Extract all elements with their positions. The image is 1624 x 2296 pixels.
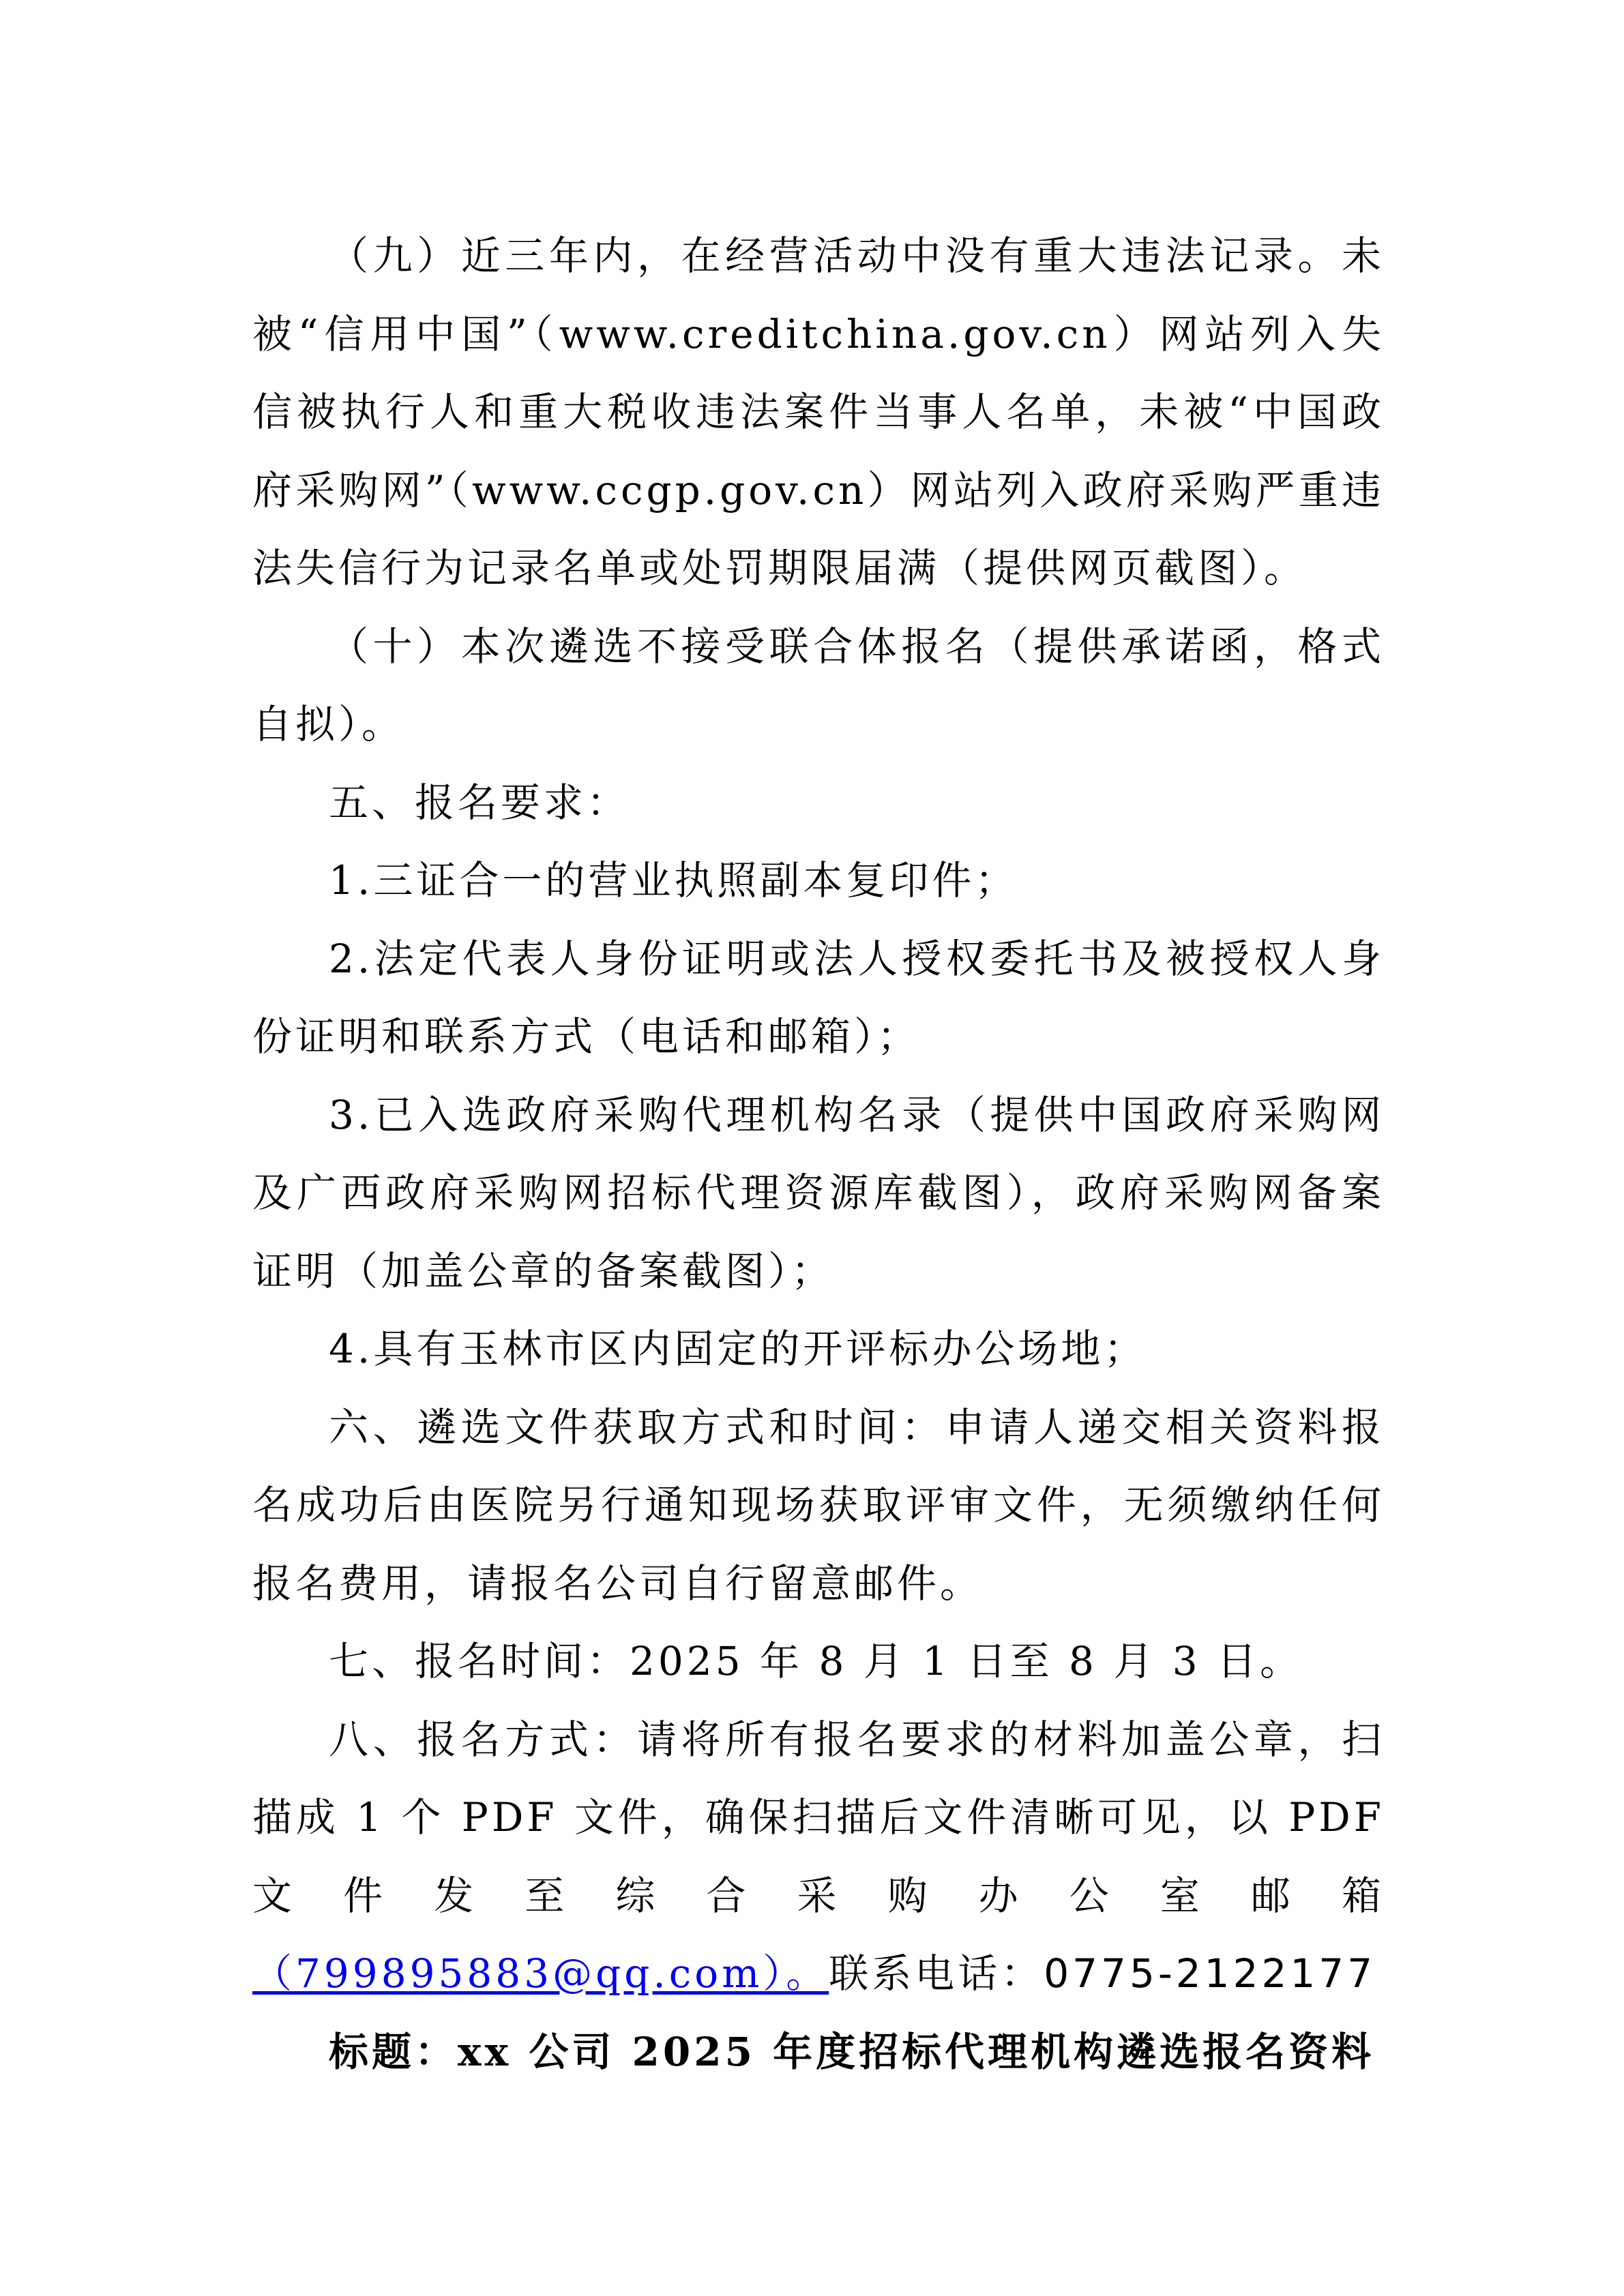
- email-link[interactable]: （799895883@qq.com）。: [252, 1950, 829, 1997]
- phone-label: 联系电话：: [829, 1950, 1044, 1997]
- clause-9: （九）近三年内，在经营活动中没有重大违法记录。未被“信用中国”（www.creditchina.gov.cn）网站列入失信被执行人和重大税收违法案件当事人名单，未被“中国政府采购网”（www.ccgp.gov.cn）网站列入政府采购严重违法失信行为记录名单或处罚期限届满（提供网页截图）。: [252, 233, 1385, 591]
- section-file-acquisition: 六、遴选文件获取方式和时间：申请人递交相关资料报名成功后由医院另行通知现场获取评审文件，无须缴纳任何报名费用，请报名公司自行留意邮件。: [252, 1403, 1385, 1607]
- document-body: [252, 217, 1385, 2091]
- section-signup-time: 七、报名时间：2025 年 8 月 1 日至 8 月 3 日。: [329, 1638, 1303, 1684]
- phone-number: 0775-2122177: [1044, 1950, 1376, 1997]
- requirement-item-3: 3.已入选政府采购代理机构名录（提供中国政府采购网及广西政府采购网招标代理资源库截图），政府采购网备案证明（加盖公章的备案截图）；: [252, 1091, 1385, 1294]
- signup-method-text: 八、报名方式：请将所有报名要求的材料加盖公章，扫描成 1 个 PDF 文件，确保扫描后文件清晰可见，以 PDF 文件发至综合采购办公室邮箱: [252, 1716, 1385, 1919]
- document-title-line: 标题：xx 公司 2025 年度招标代理机构遴选报名资料: [329, 2028, 1375, 2075]
- section-heading-signup-requirements: 五、报名要求：: [329, 779, 630, 826]
- clause-10: （十）本次遴选不接受联合体报名（提供承诺函，格式自拟）。: [252, 623, 1385, 747]
- section-signup-method: [252, 1701, 1385, 2013]
- requirement-item-1: 1.三证合一的营业执照副本复印件；: [329, 857, 1018, 904]
- requirement-item-4: 4.具有玉林市区内固定的开评标办公场地；: [329, 1326, 1147, 1372]
- requirement-item-2: 2.法定代表人身份证明或法人授权委托书及被授权人身份证明和联系方式（电话和邮箱）；: [252, 935, 1385, 1060]
